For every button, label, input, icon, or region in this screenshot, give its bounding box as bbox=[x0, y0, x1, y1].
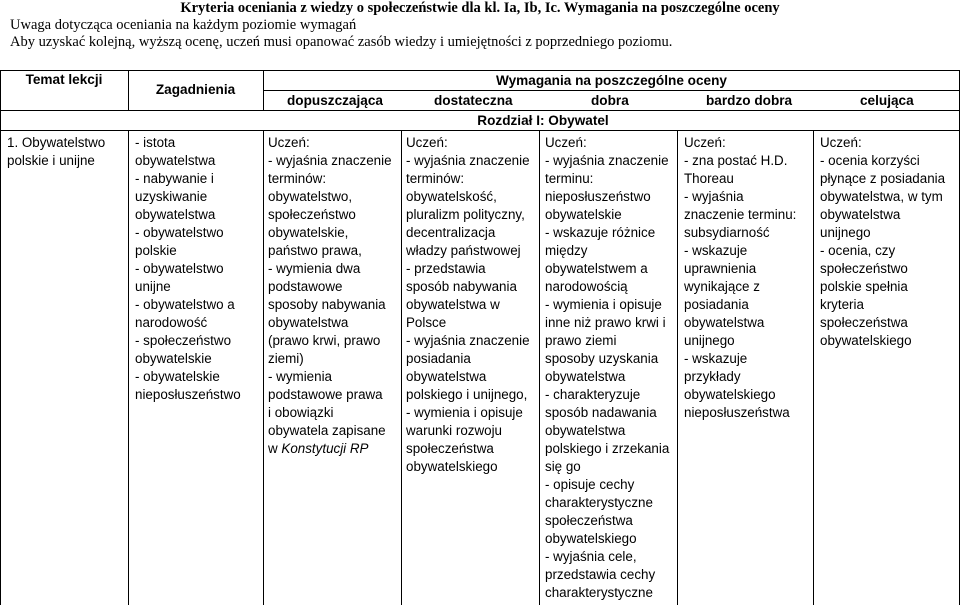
constitution-reference: Konstytucji RP bbox=[281, 441, 369, 456]
grading-note-heading: Uwaga dotycząca oceniania na każdym poziomie wymagań bbox=[10, 17, 357, 33]
cell-dostateczna: Uczeń: - wyjaśnia znaczenie terminów: obywatelskość, pluralizm polityczny, decentralizacja władzy państwowej - przedstawia sposób nabywania obywatelstwa w Polsce - wyjaśnia znaczenie posiadania obywatelstwa polskiego i unijnego, - wymienia i opisuje warunki rozwoju społeczeństwa obywatelskiego bbox=[406, 135, 530, 474]
cell-issues: - istota obywatelstwa - nabywanie i uzyskiwanie obywatelstwa - obywatelstwo polskie - obywatelstwo unijne - obywatelstwo a narodowość - społeczeństwo obywatelskie - obywatelskie nieposłuszeństwo bbox=[135, 135, 241, 402]
table-border-left bbox=[0, 70, 1, 605]
header-requirements: Wymagania na poszczególne oceny bbox=[496, 73, 727, 88]
cell-celujaca: Uczeń: - ocenia korzyści płynące z posiadania obywatelstwa, w tym obywatelstwa unijnego - ocenia, czy społeczeństwo polskie spełnia kryteria społeczeństwa obywatelskiego bbox=[820, 135, 946, 348]
cell-topic: 1. Obywatelstwo polskie i unijne bbox=[7, 135, 106, 168]
header-topic: Temat lekcji bbox=[25, 72, 103, 87]
header-bottom-border bbox=[0, 110, 960, 111]
header-issues: Zagadnienia bbox=[155, 82, 236, 97]
col-divider bbox=[128, 130, 129, 605]
grade-dobra: dobra bbox=[591, 93, 629, 108]
document-header bbox=[0, 0, 960, 51]
grade-bardzo-dobra: bardzo dobra bbox=[706, 93, 793, 108]
cell-dopuszczajaca-text: Uczeń: - wyjaśnia znaczenie terminów: obywatelstwo, społeczeństwo obywatelskie, państwo prawa, - wymienia dwa podstawowe sposoby nabywania obywatelstwa (prawo krwi, prawo ziemi) - wymienia podstawowe prawa i obowiązki obywatela zapisane w bbox=[268, 135, 392, 456]
grading-note-text: Aby uzyskać kolejną, wyższą ocenę, uczeń musi opanować zasób wiedzy i umiejętności z poprzedniego poziomu. bbox=[10, 34, 673, 50]
chapter-row-border bbox=[0, 130, 960, 131]
col-divider bbox=[263, 130, 264, 605]
grade-dostateczna: dostateczna bbox=[434, 93, 513, 108]
chapter-title: Rozdział I: Obywatel bbox=[477, 113, 609, 128]
col-divider bbox=[539, 130, 540, 605]
grade-dopuszczajaca: dopuszczająca bbox=[287, 93, 383, 108]
cell-bardzo-dobra: Uczeń: - zna postać H.D. Thoreau - wyjaśnia znaczenie terminu: subsydiarność - wskazuje uprawnienia wynikające z posiadania obywatelstwa unijnego - wskazuje przykłady obywatelskiego nieposłuszeństwa bbox=[684, 135, 797, 420]
grades-header-divider bbox=[263, 90, 960, 91]
col-divider bbox=[401, 130, 402, 605]
grade-celujaca: celująca bbox=[860, 93, 914, 108]
document-title: Kryteria oceniania z wiedzy o społeczeństwie dla kl. Ia, Ib, Ic. Wymagania na poszczególne oceny bbox=[180, 0, 780, 16]
cell-dopuszczajaca bbox=[268, 134, 401, 458]
table-border-top bbox=[0, 70, 960, 71]
cell-dobra: Uczeń: - wyjaśnia znaczenie terminu: nieposłuszeństwo obywatelskie - wskazuje różnice między obywatelstwem a narodowością - wymienia i opisuje inne niż prawo krwi i prawo ziemi sposoby uzyskania obywatelstwa - charakteryzuje sposób nadawania obywatelstwa polskiego i zrzekania się go - opisuje cechy charakterystyczne społeczeństwa obywatelskiego - wyjaśnia cele, przedstawia cechy charakterystyczne bbox=[545, 135, 670, 600]
